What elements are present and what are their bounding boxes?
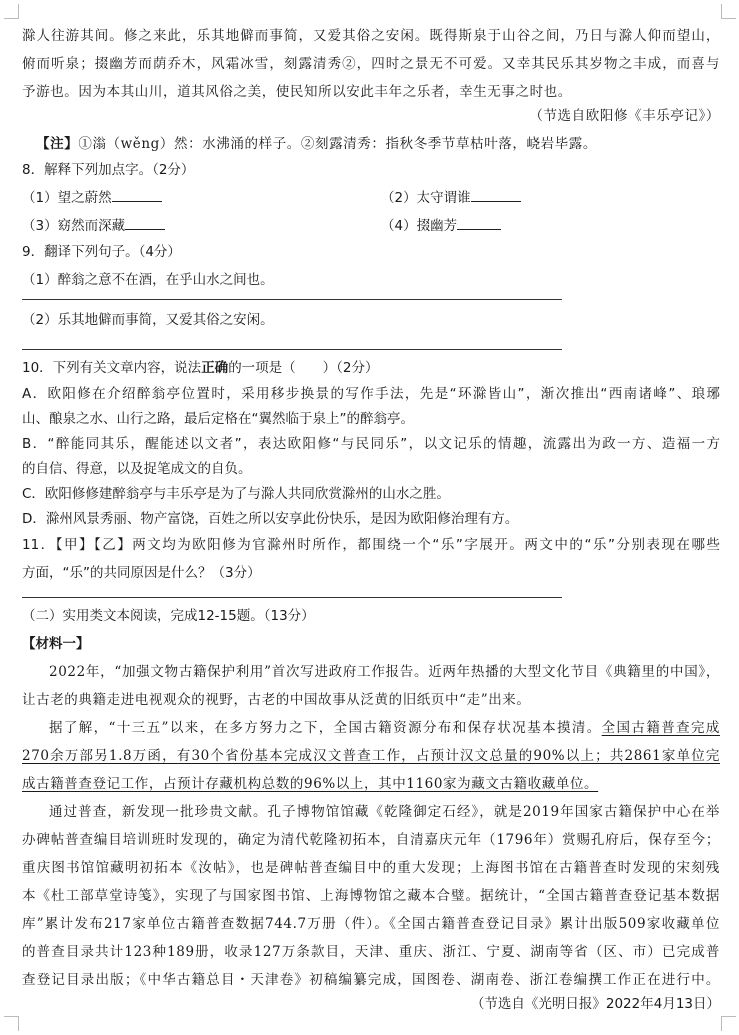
answer-blank[interactable] [471, 187, 521, 202]
question-9-stem: 9．翻译下列句子。（4分） [22, 244, 181, 260]
underlined-line: 270余万部另1.8万函，有30个省份基本完成汉文普查工作，占预计汉文总量的90%以上；共2861家单位完 [22, 748, 720, 764]
q10-option-a-cont: 山、酿泉之水、山行之路，最后定格在“翼然临于泉上”的醉翁亭。 [22, 411, 414, 427]
question-8 [22, 156, 720, 240]
q10-option-b[interactable]: B．“醉能同其乐，醒能述以文者”，表达欧阳修“与民同乐”，以文记乐的情趣，流露出为政一方、造福一方 [22, 436, 720, 452]
q10-option-a[interactable]: A．欧阳修在介绍醉翁亭位置时，采用移步换景的写作手法，先是“环滁皆山”，渐次推出“西南诸峰”、琅琊 [22, 386, 720, 402]
answer-blank[interactable] [457, 215, 501, 230]
answer-blank[interactable] [112, 187, 162, 202]
answer-line[interactable] [22, 349, 562, 350]
reading-passage [22, 22, 720, 106]
paragraph-line: 通过普查，新发现一批珍贵文献。孔子博物馆馆藏《乾隆御定石经》，就是2019年国家古籍保护中心在举 [49, 804, 720, 820]
q10-emphasis: 正确 [201, 360, 229, 376]
underlined-line-end [22, 770, 720, 798]
q8-item-3: （3）窈然而深藏 [22, 218, 126, 234]
material-1-paragraph-1 [22, 658, 720, 714]
crop-mark-top-right [721, 4, 736, 19]
q10-option-b-cont: 的自信、得意，以及捉笔成文的自负。 [22, 461, 252, 477]
q8-item-1: （1）望之蔚然 [22, 190, 112, 206]
answer-line[interactable] [22, 597, 562, 598]
question-11-line: 方面，“乐”的共同原因是什么？（3分） [22, 565, 261, 581]
question-11 [22, 531, 720, 587]
paragraph-line: 库”累计发布217家单位古籍普查数据744.7万册（件）。《全国古籍普查登记目录》累计出版509家收藏单位 [22, 916, 720, 932]
note-label: 【注】 [36, 136, 79, 152]
paragraph-line: 查登记目录出版；《中华古籍总目・天津卷》初稿编纂完成，国图卷、湖南卷、浙江卷编撰工作正在进行中。 [22, 972, 720, 988]
paragraph-text: 据了解，“十三五”以来，在多方努力之下，全国古籍资源分布和保存状况基本摸清。 [49, 720, 602, 736]
q10-option-c[interactable]: C．欧阳修修建醉翁亭与丰乐亭是为了与滁人共同欣赏滁州的山水之胜。 [22, 486, 450, 502]
q10-option-d[interactable]: D．滁州风景秀丽、物产富饶，百姓之所以安享此份快乐，是因为欧阳修治理有方。 [22, 511, 519, 527]
q10-stem-part: 的一项是（ ）（2分） [228, 360, 379, 376]
answer-blank[interactable] [125, 215, 165, 230]
question-10 [22, 354, 720, 532]
note-text: ①滃（wěng）然：水沸涌的样子。②刻露清秀：指秋冬季节草枯叶落，峣岩毕露。 [78, 136, 597, 152]
paragraph-line [22, 714, 720, 742]
passage-source: （节选自欧阳修《丰乐亭记》） [529, 108, 720, 124]
passage-line: 滁人往游其间。修之来此，乐其地僻而事简，又爱其俗之安闲。既得斯泉于山谷之间，乃日与滁人仰而望山， [22, 28, 720, 44]
paragraph-line: 让古老的典籍走进电视观众的视野，古老的中国故事从泛黄的旧纸页中“走”出来。 [22, 692, 531, 708]
paragraph-line: 的普查目录共计123种189册，收录127万条款目，天津、重庆、浙江、宁夏、湖南等省（区、市）已完成普 [22, 944, 720, 960]
underlined-text: 全国古籍普查完成 [601, 720, 720, 736]
material-1-paragraph-3 [22, 798, 720, 994]
paragraph-line: 重庆图书馆馆藏明初拓本《汝帖》，也是碑帖普查编目中的重大发现；上海图书馆在古籍普查时发现的宋刻残 [22, 860, 720, 876]
q8-item-4: （4）掇幽芳 [381, 218, 458, 234]
question-11-line: 11．【甲】【乙】两文均为欧阳修为官滁州时所作，都围绕一个“乐”字展开。两文中的“乐”分别表现在哪些 [22, 537, 720, 553]
crop-mark-bottom-left [4, 1016, 19, 1031]
q9-sentence-2: （2）乐其地僻而事简，又爱其俗之安闲。 [22, 312, 274, 328]
paragraph-line: 本《杜工部草堂诗笺》，实现了与国家图书馆、上海博物馆之藏本合璧。据统计，“全国古籍普查登记基本数据 [22, 888, 720, 904]
crop-mark-bottom-right [721, 1016, 736, 1031]
paragraph-line: 办碑帖普查编目培训班时发现的，确定为清代乾隆初拓本，自清嘉庆元年（1796年）赏赐孔府后，保存至今； [22, 832, 720, 848]
q9-sentence-1: （1）醉翁之意不在酒，在乎山水之间也。 [22, 272, 274, 288]
question-9 [22, 238, 720, 294]
annotation-note [22, 130, 720, 158]
passage-line: 予游也。因为本其山川，道其风俗之美，使民知所以安此丰年之乐者，幸生无事之时也。 [22, 84, 572, 100]
material-1-paragraph-2 [22, 714, 720, 798]
section-2-heading: （二）实用类文本阅读，完成12-15题。（13分） [22, 608, 315, 624]
paragraph-line: 2022年，“加强文物古籍保护利用”首次写进政府工作报告。近两年热播的大型文化节目《典籍里的中国》， [49, 664, 720, 680]
q8-item-2: （2）太守谓谁 [381, 190, 471, 206]
material-1-label: 【材料一】 [22, 636, 90, 652]
passage-line: 俯而听泉；掇幽芳而荫乔木，风霜冰雪，刻露清秀②，四时之景无不可爱。又幸其民乐其岁物之丰成，而喜与 [22, 56, 720, 72]
question-10-stem [22, 354, 720, 382]
answer-line[interactable] [22, 299, 562, 300]
question-8-stem: 8．解释下列加点字。（2分） [22, 162, 195, 178]
underlined-text: 成古籍普查登记工作，占预计存藏机构总数的96%以上，其中1160家为藏文古籍收藏单位。 [22, 776, 599, 792]
q10-stem-part: 10．下列有关文章内容，说法 [22, 360, 202, 376]
material-1-source: （节选自《光明日报》2022年4月13日） [470, 996, 720, 1012]
crop-mark-top-left [4, 4, 19, 19]
